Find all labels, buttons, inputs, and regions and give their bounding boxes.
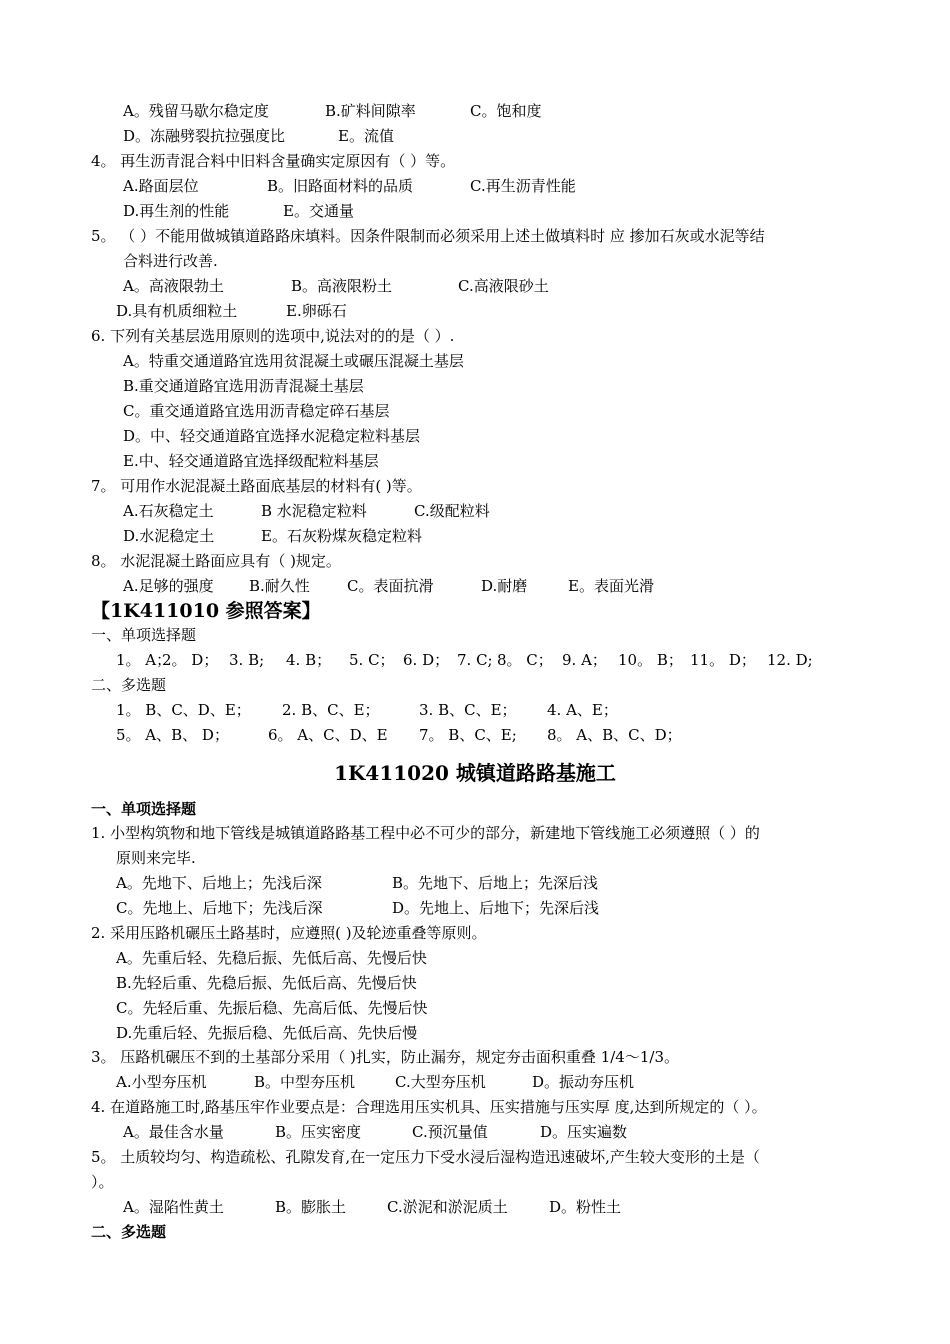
answer-item: 7. C; [457,651,493,669]
s2-q2-stem: 2. 采用压路机碾压土路基时，应遵照( )及轮迹重叠等原则。 [91,924,487,942]
answer-item: 10。 B； [618,651,683,669]
option-d: D.耐磨 [481,577,528,595]
s2-q1-options-row1 [116,873,598,893]
s2-q3-stem: 3。 压路机碾压不到的土基部分采用（ )扎实，防止漏夯，规定夯击面积重叠 1/4～1/3。 [91,1048,679,1066]
option-b: B。高液限粉土 [291,277,393,295]
option-b: B.矿料间隙率 [325,102,416,120]
s2-q5-options-row1 [123,1197,621,1217]
option-e: E。交通量 [283,202,354,220]
answer-item: 8。 C； [497,651,553,669]
q6-option-b: B.重交通道路宜选用沥青混凝土基层 [123,377,364,395]
option-a: A.足够的强度 [123,577,214,595]
option-e: E.卵砾石 [286,302,347,320]
option-d: D.具有机质细粒土 [116,302,238,320]
option-c: C。饱和度 [470,102,542,120]
q4-options-row1 [123,176,576,196]
option-b: B。压实密度 [275,1123,362,1141]
answer-item: 1。 B、C、D、E； [116,701,251,719]
q3-options-row1 [123,101,541,121]
answer-item: 8。 A、B、C、D； [547,726,682,744]
q6-option-a: A。特重交通道路宜选用贫混凝土或碾压混凝土基层 [123,352,464,370]
option-a: A.路面层位 [123,177,199,195]
option-a: A.小型夯压机 [116,1073,207,1091]
answer-item: 4. B； [286,651,332,669]
option-e: E。石灰粉煤灰稳定粒料 [261,527,422,545]
q4-options-row2 [123,201,354,221]
answer-item: 5。 A、B、 D； [116,726,229,744]
s2-q4-stem: 4. 在道路施工时,路基压牢作业要点是：合理选用压实机具、压实措施与压实厚 度,达到所规定的（ ）。 [91,1098,767,1116]
q6-option-d: D。中、轻交通道路宜选择水泥稳定粒料基层 [123,427,421,445]
section-title: 1K411020 城镇道路路基施工 [334,761,616,785]
section-single-title: 一、单项选择题 [91,800,197,818]
option-b: B。膨胀土 [275,1198,347,1216]
s2-q2-option-b: B.先轻后重、先稳后振、先低后高、先慢后快 [116,974,417,992]
q6-stem: 6. 下列有关基层选用原则的选项中,说法对的的是（ ）. [91,327,455,345]
answer-item: 12. D; [767,651,813,669]
answer-single-row [116,650,813,670]
q5-stem-line1: 5。 （ ）不能用做城镇道路路床填料。因条件限制而必须采用上述土做填料时 应 掺加石灰或水泥等结 [91,227,765,245]
q3-options-row2 [123,126,394,146]
option-c: C.级配粒料 [414,502,490,520]
option-c: C。表面抗滑 [347,577,434,595]
option-c: C。先地上、后地下；先浅后深 [116,899,323,917]
option-c: C.预沉量值 [412,1123,488,1141]
s2-q3-options-row1 [116,1072,634,1092]
q8-stem: 8。 水泥混凝土路面应具有（ )规定。 [91,552,341,570]
q5-stem-line2: 合料进行改善. [123,252,218,270]
q5-options-row2 [116,301,347,321]
answer-single-title: 一、单项选择题 [91,626,197,644]
option-a: A。先地下、后地上；先浅后深 [116,874,322,892]
s2-q1-options-row2 [116,898,599,918]
s2-q2-option-a: A。先重后轻、先稳后振、先低后高、先慢后快 [116,949,427,967]
option-d: D。粉性土 [549,1198,622,1216]
answer-item: 3. B; [229,651,265,669]
option-a: A。最佳含水量 [123,1123,224,1141]
option-d: D。振动夯压机 [532,1073,635,1091]
answer-item: 4. A、E； [547,701,618,719]
option-b: B。旧路面材料的品质 [267,177,414,195]
option-d: D。先地上、后地下；先深后浅 [392,899,600,917]
q6-option-e: E.中、轻交通道路宜选择级配粒料基层 [123,452,379,470]
option-b: B。先地下、后地上；先深后浅 [392,874,599,892]
option-b: B 水泥稳定粒料 [261,502,367,520]
option-a: A。湿陷性黄土 [123,1198,224,1216]
option-d: D.再生剂的性能 [123,202,230,220]
answer-item: 1。 A； [116,651,172,669]
answer-item: 2。 D； [162,651,219,669]
s2-q5-stem-line2: ）。 [91,1173,114,1191]
answer-multi-row2 [116,725,682,745]
option-d: D。冻融劈裂抗拉强度比 [123,127,286,145]
answer-item: 2. B、C、E； [282,701,380,719]
option-d: D.水泥稳定土 [123,527,215,545]
option-a: A。残留马歇尔稳定度 [123,102,269,120]
option-c: C.淤泥和淤泥质土 [387,1198,508,1216]
q7-stem: 7。 可用作水泥混凝土路面底基层的材料有( )等。 [91,477,422,495]
answer-key-header: 【1K411010 参照答案】 [91,600,321,622]
s2-q1-stem-line1: 1. 小型构筑物和地下管线是城镇道路路基工程中必不可少的部分，新建地下管线施工必须遵照（ ）的 [91,824,760,842]
q4-stem: 4。 再生沥青混合料中旧料含量确实定原因有（ ）等。 [91,152,456,170]
q7-options-row2 [123,526,422,546]
q7-options-row1 [123,501,490,521]
s2-q4-options-row1 [123,1122,627,1142]
q8-options-row1 [123,576,654,596]
option-c: C.高液限砂土 [458,277,549,295]
option-e: E。流值 [338,127,394,145]
q6-option-c: C。重交通道路宜选用沥青稳定碎石基层 [123,402,390,420]
answer-item: 5. C； [349,651,395,669]
option-b: B。中型夯压机 [254,1073,356,1091]
option-a: A.石灰稳定土 [123,502,214,520]
option-e: E。表面光滑 [568,577,654,595]
answer-item: 6. D； [403,651,450,669]
s2-q5-stem-line1: 5。 土质较均匀、构造疏松、孔隙发育,在一定压力下受水浸后湿构造迅速破坏,产生较大变形的土是（ [91,1148,760,1166]
s2-q2-option-c: C。先轻后重、先振后稳、先高后低、先慢后快 [116,999,428,1017]
s2-q1-stem-line2: 原则来完毕. [116,849,196,867]
answer-item: 7。 B、C、E; [419,726,517,744]
answer-item: 3. B、C、E； [419,701,517,719]
answer-multi-title: 二、多选题 [91,676,167,694]
section-multi-title: 二、多选题 [91,1223,167,1241]
answer-multi-row1 [116,700,618,720]
option-d: D。压实遍数 [540,1123,628,1141]
q5-options-row1 [123,276,549,296]
s2-q2-option-d: D.先重后轻、先振后稳、先低后高、先快后慢 [116,1024,418,1042]
option-c: C.大型夯压机 [395,1073,486,1091]
answer-item: 6。 A、C、D、E [268,726,388,744]
option-c: C.再生沥青性能 [470,177,576,195]
answer-item: 9. A； [562,651,607,669]
option-a: A。高液限勃土 [123,277,224,295]
option-b: B.耐久性 [249,577,310,595]
answer-item: 11。 D； [690,651,756,669]
